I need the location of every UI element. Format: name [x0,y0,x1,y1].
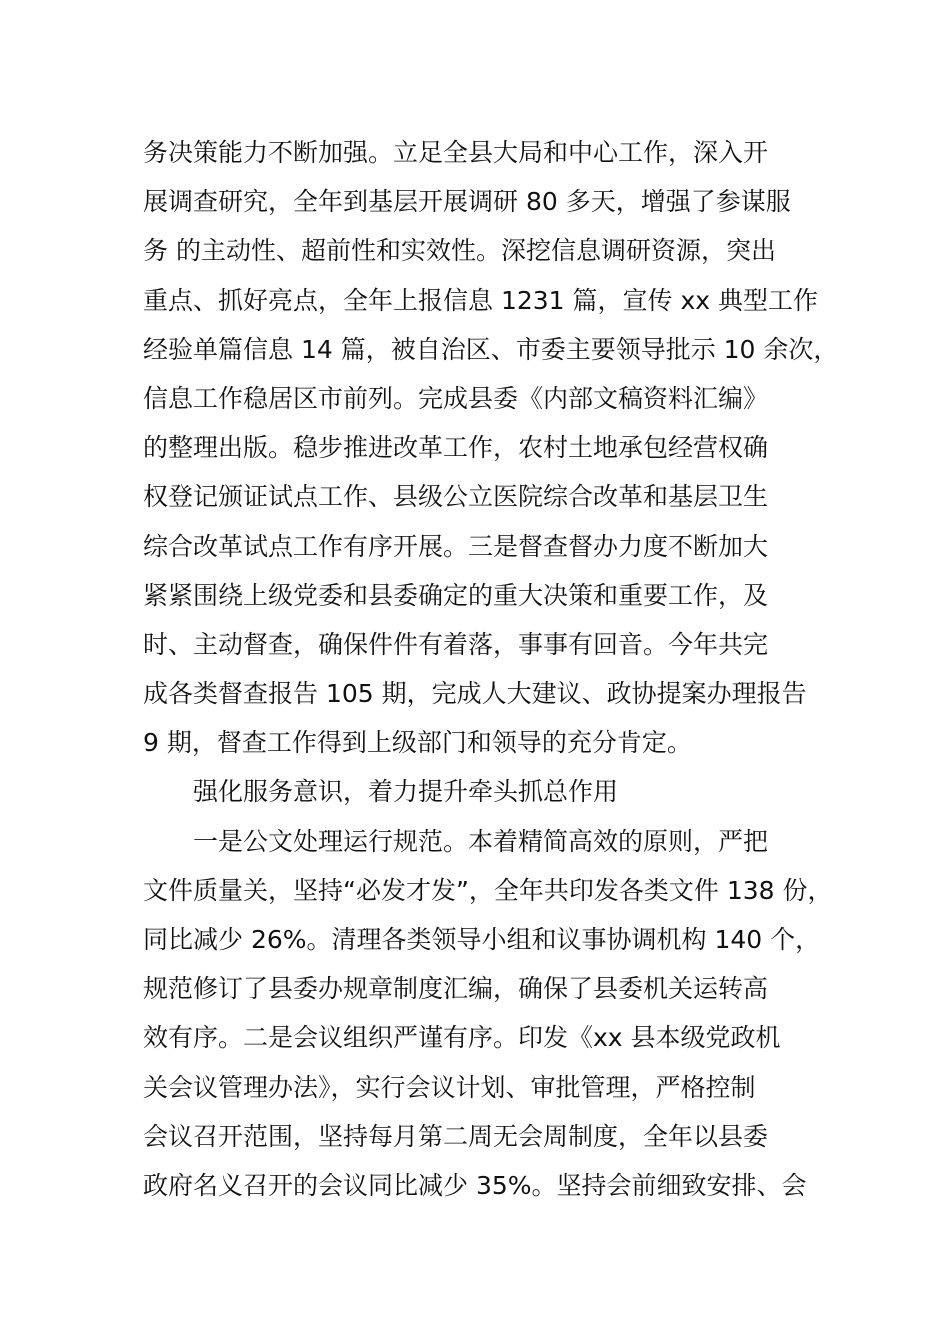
text-line: 文件质量关，坚持“必发才发”，全年共印发各类文件 138 份， [143,875,833,905]
text-line: 规范修订了县委办规章制度汇编，确保了县委机关运转高 [143,974,769,1004]
text-line: 重点、抓好亮点，全年上报信息 1231 篇，宣传 xx 典型工作 [143,285,819,315]
paragraph-first-line: 一是公文处理运行规范。本着精简高效的原则，严把 [193,826,769,856]
text-line: 紧紧围绕上级党委和县委确定的重大决策和重要工作，及 [143,580,769,610]
text-line: 效有序。二是会议组织严谨有序。印发《xx 县本级党政机 [143,1023,781,1053]
text-line: 务决策能力不断加强。立足全县大局和中心工作，深入开 [143,138,769,167]
text-line: 信息工作稳居区市前列。完成县委《内部文稿资料汇编》 [143,383,769,413]
text-line: 综合改革试点工作有序开展。三是督查督办力度不断加大 [143,531,769,561]
text-line: 政府名义召开的会议同比减少 35%。坚持会前细致安排、会 [143,1170,807,1200]
text-line: 同比减少 26%。清理各类领导小组和议事协调机构 140 个， [143,925,821,954]
text-line: 成各类督查报告 105 期，完成人大建议、政协提案办理报告 [143,679,807,709]
section-heading: 强化服务意识，着力提升牵头抓总作用 [193,777,619,807]
text-line: 会议召开范围，坚持每月第二周无会周制度，全年以县委 [143,1121,769,1151]
text-line: 的整理出版。稳步推进改革工作，农村土地承包经营权确 [143,433,769,463]
text-line: 时、主动督查，确保件件有着落，事事有回音。今年共完 [143,629,769,659]
text-line: 展调查研究，全年到基层开展调研 80 多天，增强了参谋服 [143,187,791,217]
text-line: 权登记颁证试点工作、县级公立医院综合改革和基层卫生 [143,482,769,512]
text-line: 务 的主动性、超前性和实效性。深挖信息调研资源，突出 [143,236,776,266]
text-line: 关会议管理办法》，实行会议计划、审批管理，严格控制 [143,1072,756,1102]
text-line: 经验单篇信息 14 篇，被自治区、市委主要领导批示 10 余次， [143,334,839,364]
body-text [143,128,843,1210]
text-line: 9 期，督查工作得到上级部门和领导的充分肯定。 [143,728,692,758]
